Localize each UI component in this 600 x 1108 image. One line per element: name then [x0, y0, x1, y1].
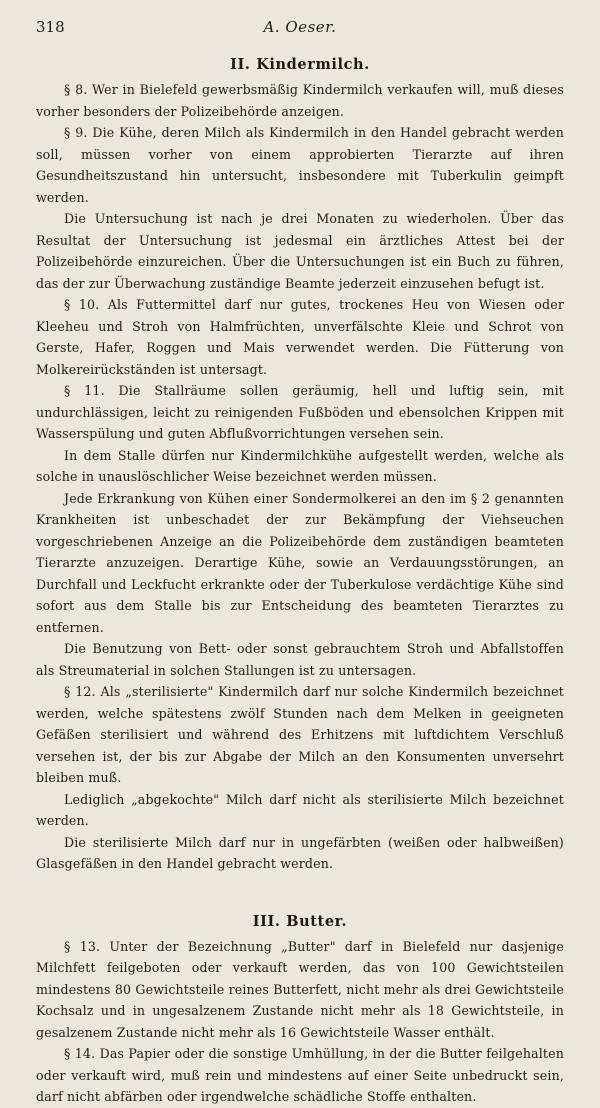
paragraph: § 8. Wer in Bielefeld gewerbsmäßig Kindermilch verkaufen will, muß dieses vorher besonders der Polizeibehörde anzeigen.	[36, 82, 564, 119]
paragraph: § 11. Die Stallräume sollen geräumig, hell und luftig sein, mit undurchlässigen, leicht zu reinigenden Fußböden und ebensolchen Krippen mit Wasserspülung und guten Abflußvorrichtungen versehen sein.	[36, 383, 564, 441]
running-head: A. Oeser.	[263, 18, 337, 36]
paragraph: § 9. Die Kühe, deren Milch als Kindermilch in den Handel gebracht werden soll, müssen vorher von einem approbierten Tierarzte auf ihren Gesundheitszustand hin untersucht, insbesondere mit Tuberkulin geimpft werden.	[36, 125, 564, 205]
paragraph: Die sterilisierte Milch darf nur in ungefärbten (weißen oder halbweißen) Glasgefäßen in den Handel gebracht werden.	[36, 834, 564, 871]
paragraph: Jede Erkrankung von Kühen einer Sondermolkerei an den im § 2 genannten Krankheiten ist unbeschadet der zur Bekämpfung der Viehseuchen vorgeschriebenen Anzeige an die Polizeibehörde dem zuständigen beamteten Tierarzte anzuzeigen. Derartige Kühe, sowie an Verdauungsstörungen, an Durchfall und Leckfucht erkrankte oder der Tuberkulose verdächtige Kühe sind sofort aus dem Stalle bis zur Entscheidung des beamteten Tierarztes zu entfernen.	[36, 490, 564, 635]
section-heading-kindermilch: II. Kindermilch.	[230, 56, 370, 73]
paragraph: In dem Stalle dürfen nur Kindermilchkühe aufgestellt werden, welche als solche in unauslöschlicher Weise bezeichnet werden müssen.	[36, 447, 564, 484]
page-header	[36, 18, 564, 44]
section-heading-butter: III. Butter.	[252, 912, 348, 930]
paragraph: Die Benutzung von Bett- oder sonst gebrauchtem Stroh und Abfallstoffen als Streumaterial in solchen Stallungen ist zu untersagen.	[36, 641, 564, 678]
paragraph: § 13. Unter der Bezeichnung „Butter" darf in Bielefeld nur dasjenige Milchfett feilgeboten oder verkauft werden, das von 100 Gewichtsteilen mindestens 80 Gewichtsteile reines Butterfett, nicht mehr als drei Gewichtsteile Kochsalz und in ungesalzenem Zustande nicht mehr als 18 Gewichtsteile, in gesalzenem Zustande nicht mehr als 16 Gewichtsteile Wasser enthält.	[36, 938, 564, 1040]
paragraph: § 10. Als Futtermittel darf nur gutes, trockenes Heu von Wiesen oder Kleeheu und Stroh von Halmfrüchten, unverfälschte Kleie und Schrot von Gerste, Hafer, Roggen und Mais verwendet werden. Die Fütterung von Molkereirückständen ist untersagt.	[36, 297, 564, 377]
paragraph: § 12. Als „sterilisierte" Kindermilch darf nur solche Kindermilch bezeichnet werden, welche spätestens zwölf Stunden nach dem Melken in geeigneten Gefäßen sterilisiert und während des Erhitzens mit luftdichtem Verschluß versehen ist, der bis zur Abgabe der Milch an den Konsumenten unversehrt bleiben muß.	[36, 684, 564, 785]
paragraph: Die Untersuchung ist nach je drei Monaten zu wiederholen. Über das Resultat der Untersuchung ist jedesmal ein ärztliches Attest bei der Polizeibehörde einzureichen. Über die Untersuchungen ist ein Buch zu führen, das der zur Überwachung zuständige Beamte jederzeit einzusehen befugt ist.	[36, 211, 564, 291]
paragraph: Lediglich „abgekochte" Milch darf nicht als sterilisierte Milch bezeichnet werden.	[36, 791, 564, 828]
paragraph: § 14. Das Papier oder die sonstige Umhüllung, in der die Butter feilgehalten oder verkauft wird, muß rein und mindestens auf einer Seite unbedruckt sein, darf nicht abfärben oder irgendwelche schädliche Stoffe enthalten.	[36, 1046, 564, 1104]
page-number: 318	[36, 18, 65, 36]
